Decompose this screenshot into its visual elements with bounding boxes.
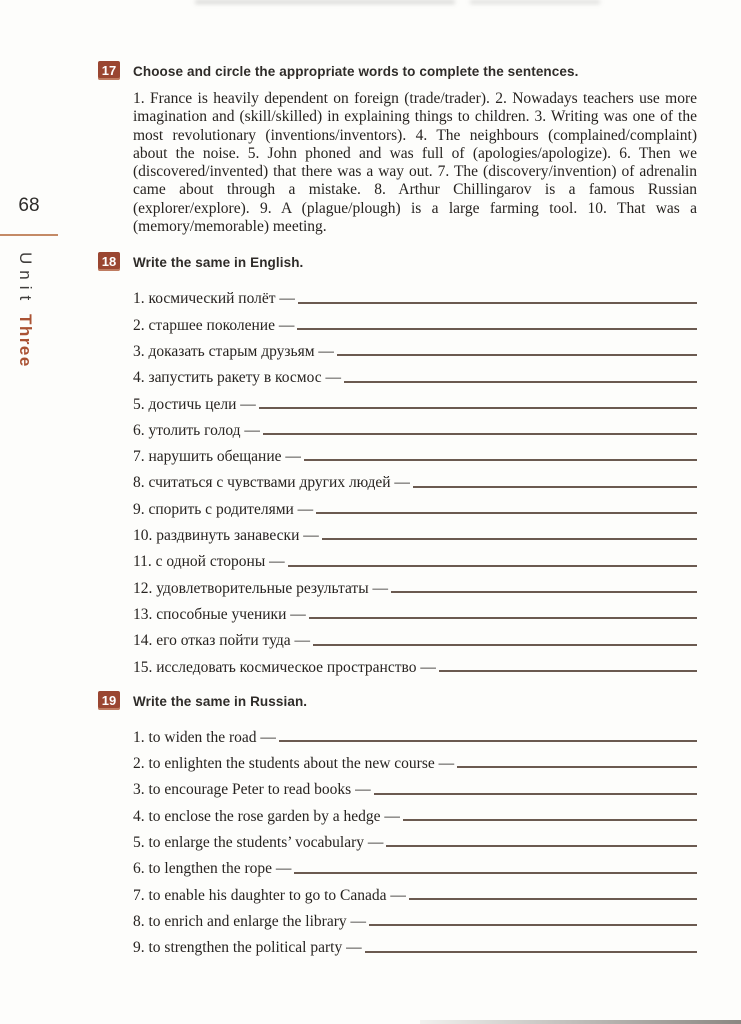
fill-in-item: [133, 799, 697, 825]
fill-in-list: [133, 720, 697, 957]
answer-blank: [322, 538, 697, 540]
answer-blank: [374, 793, 697, 795]
item-label: 9. to strengthen the political party —: [133, 939, 362, 957]
fill-in-item: [133, 720, 697, 746]
fill-in-item: [133, 904, 697, 930]
item-label: 4. to enclose the rose garden by a hedge —: [133, 807, 400, 825]
item-label: 6. to lengthen the rope —: [133, 860, 292, 878]
unit-word: Unit: [16, 252, 35, 307]
exercise-number-badge: 17: [98, 61, 120, 80]
item-label: 3. доказать старым друзьям —: [133, 343, 334, 360]
item-label: 9. спорить с родителями —: [133, 500, 314, 518]
exercise-instruction: Choose and circle the appropriate words to complete the sentences.: [133, 64, 579, 79]
fill-in-item: [133, 623, 697, 649]
answer-blank: [369, 924, 697, 926]
answer-blank: [294, 872, 697, 874]
item-label: 4. запустить ракету в космос —: [133, 369, 342, 387]
answer-blank: [344, 381, 697, 383]
item-label: 15. исследовать космическое пространство —: [133, 658, 436, 676]
fill-in-item: [133, 825, 697, 851]
fill-in-item: [133, 439, 697, 465]
answer-blank: [288, 565, 697, 567]
item-label: 2. старшее поколение —: [133, 316, 295, 334]
item-label: 11. с одной стороны —: [133, 553, 285, 571]
item-label: 3. to encourage Peter to read books —: [133, 781, 371, 799]
fill-in-item: [133, 772, 697, 798]
fill-in-item: [133, 413, 697, 439]
exercise-paragraph: 1. France is heavily dependent on foreign (trade/trader). 2. Nowadays teachers use more imagination and (skill/skilled) in explaining things to children. 3. Writing was one of the most revolutionary (inventions/inventors). 4. The neighbours (complained/complaint) about the noise. 5. John phoned and was full of (apologies/apologize). 6. Then we (discovered/invented) that there was a way out. 7. The (discovery/invention) of adrenalin came about through a mistake. 8. Arthur Chillingarov is a famous Russian (explorer/explore). 9. A (plague/plough) is a large farming tool. 10. That was a (memory/memorable) meeting.: [133, 90, 697, 236]
content-column: [101, 0, 697, 957]
item-label: 6. утолить голод —: [133, 421, 260, 439]
fill-in-item: [133, 930, 697, 956]
item-label: 7. to enable his daughter to go to Canada —: [133, 886, 406, 904]
answer-blank: [386, 845, 697, 847]
item-label: 13. способные ученики —: [133, 605, 306, 623]
exercise-19: [101, 692, 697, 957]
fill-in-item: [133, 650, 697, 676]
answer-blank: [309, 617, 697, 619]
answer-blank: [439, 670, 697, 672]
exercise-18: [101, 254, 697, 676]
answer-blank: [297, 328, 697, 330]
exercise-number-badge: 19: [98, 691, 120, 710]
fill-in-item: [133, 281, 697, 307]
fill-in-item: [133, 465, 697, 491]
answer-blank: [337, 354, 697, 356]
fill-in-item: [133, 334, 697, 360]
fill-in-list: [133, 281, 697, 675]
answer-blank: [316, 512, 697, 514]
fill-in-item: [133, 308, 697, 334]
item-label: 1. космический полёт —: [133, 290, 295, 308]
exercise-instruction: Write the same in English.: [133, 255, 304, 271]
fill-in-item: [133, 492, 697, 518]
fill-in-item: [133, 851, 697, 877]
fill-in-item: [133, 878, 697, 904]
answer-blank: [413, 486, 697, 488]
fill-in-item: [133, 387, 697, 413]
answer-blank: [313, 644, 697, 646]
item-label: 10. раздвинуть занавески —: [133, 527, 319, 545]
fill-in-item: [133, 746, 697, 772]
answer-blank: [457, 766, 697, 768]
item-label: 14. его отказ пойти туда —: [133, 632, 310, 650]
exercise-17: [101, 63, 697, 236]
answer-blank: [409, 898, 697, 900]
fill-in-item: [133, 544, 697, 570]
exercise-number-badge: 18: [98, 252, 120, 271]
item-label: 7. нарушить обещание —: [133, 448, 301, 466]
answer-blank: [391, 591, 697, 593]
fill-in-item: [133, 597, 697, 623]
answer-blank: [304, 459, 697, 461]
exercise-instruction: Write the same in Russian.: [133, 693, 308, 709]
sidebar-rule: [0, 234, 58, 236]
item-label: 1. to widen the road —: [133, 728, 276, 746]
scan-artifact: [420, 1020, 741, 1024]
fill-in-item: [133, 360, 697, 386]
answer-blank: [403, 819, 697, 821]
item-label: 5. достичь цели —: [133, 395, 256, 413]
answer-blank: [365, 951, 697, 953]
answer-blank: [259, 407, 697, 409]
answer-blank: [298, 302, 697, 304]
fill-in-item: [133, 571, 697, 597]
answer-blank: [279, 740, 697, 742]
unit-name: Three: [16, 314, 35, 369]
item-label: 2. to enlighten the students about the new course —: [133, 755, 455, 773]
item-label: 12. удовлетворительные результаты —: [133, 579, 388, 597]
item-label: 8. считаться с чувствами других людей —: [133, 474, 410, 492]
item-label: 5. to enlarge the students’ vocabulary —: [133, 834, 384, 852]
page-number: 68: [18, 195, 40, 216]
item-label: 8. to enrich and enlarge the library —: [133, 912, 366, 930]
fill-in-item: [133, 518, 697, 544]
unit-banner: [15, 252, 35, 368]
answer-blank: [263, 433, 697, 435]
